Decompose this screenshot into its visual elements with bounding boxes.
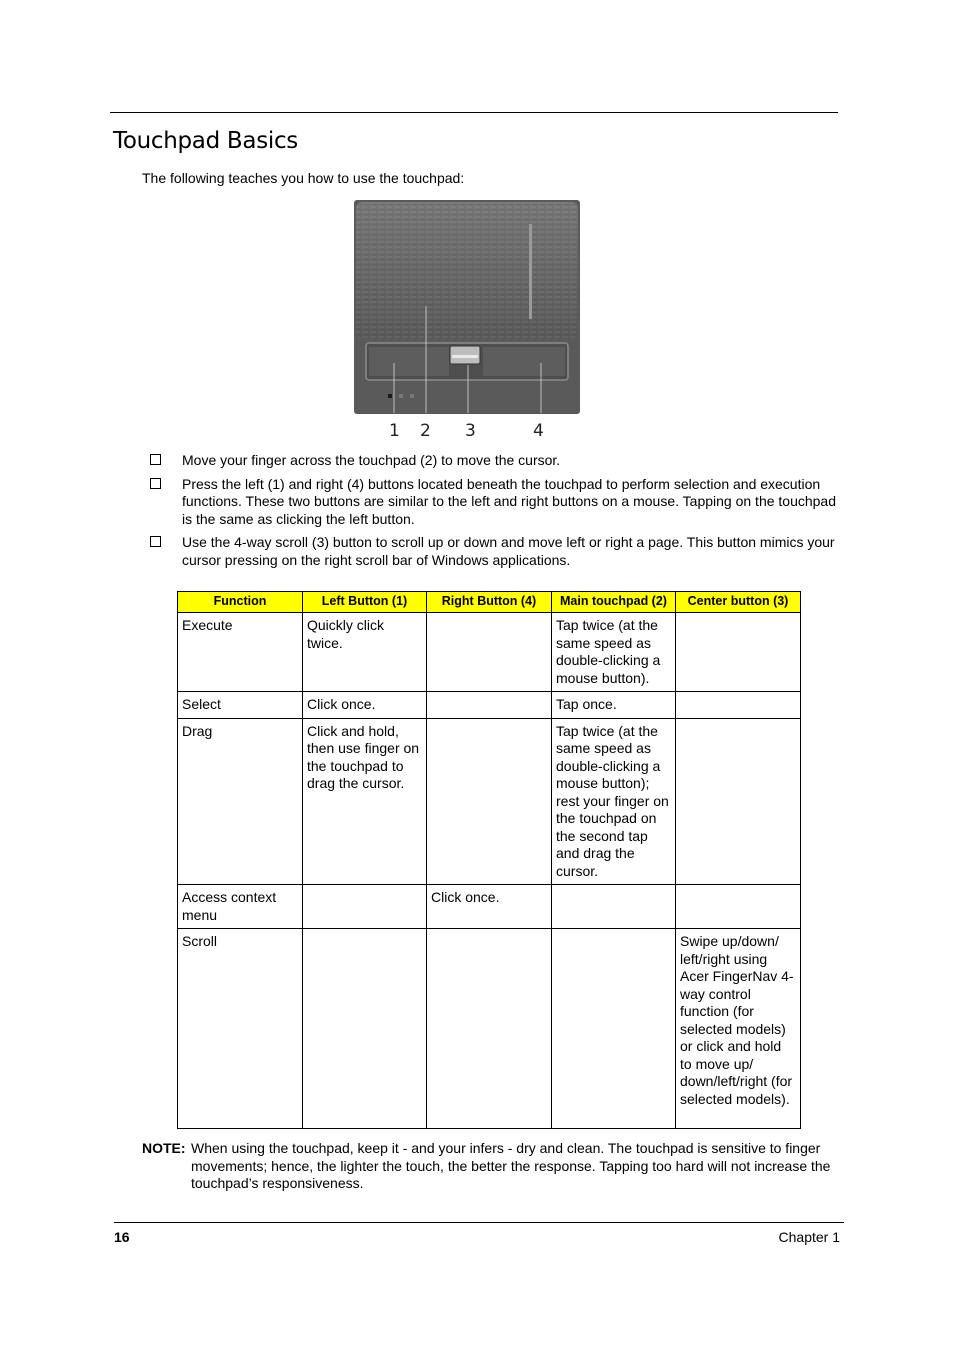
list-item: Move your finger across the touchpad (2) to move the cursor.: [148, 452, 840, 470]
table-cell: [676, 718, 801, 885]
table-cell: Select: [178, 692, 303, 719]
table-cell: [676, 885, 801, 929]
list-item: Use the 4-way scroll (3) button to scroll up or down and move left or right a page. This button mimics your cursor pressing on the right scroll bar of Windows applications.: [148, 534, 840, 569]
status-leds: [388, 394, 392, 398]
table-row: [178, 885, 801, 929]
note-text: When using the touchpad, keep it - and your infers - dry and clean. The touchpad is sensitive to finger movements; hence, the lighter the touch, the better the response. Tapping too hard will not increase the touchpad’s responsiveness.: [191, 1140, 831, 1191]
table-cell: [427, 613, 552, 692]
table-cell: [552, 885, 676, 929]
checkbox-bullet-icon: [150, 478, 161, 489]
table-cell: [427, 692, 552, 719]
callout-3: 3: [465, 421, 476, 441]
right-button: [483, 347, 565, 376]
callout-2: 2: [420, 421, 431, 441]
touchpad-figure: [338, 191, 602, 443]
table-cell: Swipe up/down/ left/right using Acer FingerNav 4-way control function (for selected models) or click and hold to move up/ down/left/right (for selected models).: [676, 929, 801, 1129]
touchpad-function-table: [177, 591, 801, 1129]
table-cell: [552, 929, 676, 1129]
table-cell: [427, 718, 552, 885]
note-label: NOTE:: [142, 1140, 186, 1156]
header-rule: [110, 112, 838, 113]
list-item: Press the left (1) and right (4) buttons located beneath the touchpad to perform selection and execution functions. These two buttons are similar to the left and right buttons on a mouse. Tapping on the touchpad is the same as clicking the left button.: [148, 476, 840, 529]
table-cell: [427, 929, 552, 1129]
table-cell: Drag: [178, 718, 303, 885]
table-cell: [303, 929, 427, 1129]
table-row: [178, 692, 801, 719]
table-cell: Access context menu: [178, 885, 303, 929]
checkbox-bullet-icon: [150, 454, 161, 465]
page-title: Touchpad Basics: [113, 128, 298, 154]
table-cell: Click and hold, then use finger on the touchpad to drag the cursor.: [303, 718, 427, 885]
header-left-button: Left Button (1): [303, 592, 427, 613]
table-row: [178, 613, 801, 692]
footer-rule: [114, 1222, 844, 1223]
table-header-row: [178, 592, 801, 613]
table-row: [178, 929, 801, 1129]
header-center-button: Center button (3): [676, 592, 801, 613]
table-cell: Tap once.: [552, 692, 676, 719]
table-cell: Click once.: [427, 885, 552, 929]
table-cell: Click once.: [303, 692, 427, 719]
chapter-label: Chapter 1: [778, 1229, 840, 1245]
checkbox-bullet-icon: [150, 536, 161, 547]
instruction-list: [148, 452, 840, 569]
table-cell: Tap twice (at the same speed as double-clicking a mouse button); rest your finger on the touchpad on the second tap and drag the cursor.: [552, 718, 676, 885]
table-cell: Execute: [178, 613, 303, 692]
left-button: [369, 347, 449, 376]
note-block: [142, 1140, 842, 1193]
scroll-strip: [529, 224, 532, 319]
header-main-touchpad: Main touchpad (2): [552, 592, 676, 613]
table-cell: Scroll: [178, 929, 303, 1129]
table-row: [178, 718, 801, 885]
table-cell: [676, 692, 801, 719]
page-number: 16: [114, 1229, 130, 1245]
callout-4: 4: [533, 421, 544, 441]
table-cell: [303, 885, 427, 929]
header-function: Function: [178, 592, 303, 613]
callout-1: 1: [389, 421, 400, 441]
table-cell: [676, 613, 801, 692]
header-right-button: Right Button (4): [427, 592, 552, 613]
intro-text: The following teaches you how to use the touchpad:: [142, 170, 465, 186]
table-cell: Tap twice (at the same speed as double-clicking a mouse button).: [552, 613, 676, 692]
table-cell: Quickly click twice.: [303, 613, 427, 692]
